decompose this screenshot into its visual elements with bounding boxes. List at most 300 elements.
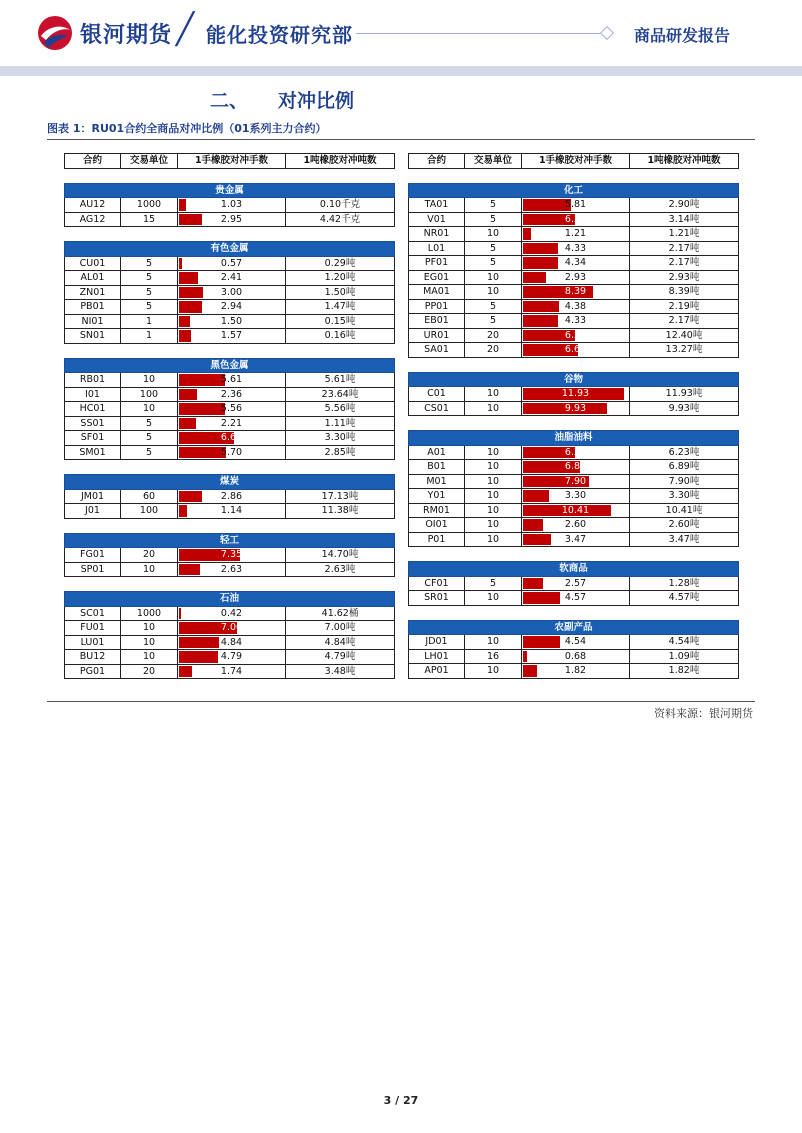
category-label: 黑色金属 xyxy=(65,358,395,373)
table-row xyxy=(409,518,739,533)
category-header xyxy=(409,562,739,577)
page-header xyxy=(0,0,802,66)
contract-code: FU01 xyxy=(65,621,121,636)
table-row xyxy=(409,489,739,504)
hedge-hands-value: 4.79 xyxy=(220,651,243,663)
hedge-tons: 1.82吨 xyxy=(630,664,739,679)
table-row xyxy=(65,314,395,329)
hedge-hands-cell xyxy=(522,227,630,242)
table-row xyxy=(65,198,395,213)
contract-code: LH01 xyxy=(409,649,465,664)
contract-code: SA01 xyxy=(409,343,465,358)
trade-unit: 10 xyxy=(465,503,522,518)
trade-unit: 10 xyxy=(465,270,522,285)
contract-code: AL01 xyxy=(65,271,121,286)
hedge-hands-value: 2.86 xyxy=(220,490,243,502)
trade-unit: 10 xyxy=(121,650,178,665)
hedge-hands-value: 2.63 xyxy=(220,563,243,575)
contract-code: EB01 xyxy=(409,314,465,329)
hedge-hands-value: 1.82 xyxy=(564,665,587,677)
hedge-hands-cell xyxy=(522,285,630,300)
trade-unit: 5 xyxy=(121,285,178,300)
contract-code: SC01 xyxy=(65,606,121,621)
contract-code: RM01 xyxy=(409,503,465,518)
hedge-hands-bar xyxy=(179,447,226,459)
contract-code: RB01 xyxy=(65,373,121,388)
hedge-tons: 1.21吨 xyxy=(630,227,739,242)
trade-unit: 5 xyxy=(121,256,178,271)
hedge-hands-cell xyxy=(178,285,286,300)
figure-bottom-rule xyxy=(47,701,755,702)
col-header-contract: 合约 xyxy=(409,154,465,169)
table-row xyxy=(409,591,739,606)
hedge-hands-bar xyxy=(179,403,225,415)
category-label: 轻工 xyxy=(65,533,395,548)
hedge-tons: 2.17吨 xyxy=(630,241,739,256)
trade-unit: 1000 xyxy=(121,606,178,621)
trade-unit: 100 xyxy=(121,504,178,519)
hedge-hands-cell xyxy=(522,532,630,547)
contract-code: SM01 xyxy=(65,445,121,460)
hedge-tons: 12.40吨 xyxy=(630,328,739,343)
hedge-hands-bar xyxy=(179,199,186,211)
trade-unit: 20 xyxy=(465,328,522,343)
trade-unit: 15 xyxy=(121,212,178,227)
hedge-hands-bar xyxy=(179,389,197,401)
hedge-hands-value: 4.54 xyxy=(564,636,587,648)
hedge-hands-cell xyxy=(178,431,286,446)
hedge-tons: 7.90吨 xyxy=(630,474,739,489)
hedge-hands-cell xyxy=(178,621,286,636)
table-row xyxy=(65,212,395,227)
hedge-tons: 2.17吨 xyxy=(630,314,739,329)
hedge-tons: 4.84吨 xyxy=(286,635,395,650)
table-row xyxy=(409,198,739,213)
table-row xyxy=(409,270,739,285)
trade-unit: 10 xyxy=(121,562,178,577)
category-header xyxy=(65,533,395,548)
table-row xyxy=(409,503,739,518)
hedge-hands-value: 2.21 xyxy=(220,417,243,429)
table-row xyxy=(409,387,739,402)
category-header xyxy=(65,475,395,490)
contract-code: JD01 xyxy=(409,635,465,650)
table-row xyxy=(409,285,739,300)
contract-code: EG01 xyxy=(409,270,465,285)
hedge-tons: 3.48吨 xyxy=(286,664,395,679)
hedge-tons: 9.93吨 xyxy=(630,401,739,416)
hedge-tons: 1.11吨 xyxy=(286,416,395,431)
hedge-tons: 2.60吨 xyxy=(630,518,739,533)
category-header xyxy=(409,620,739,635)
hedge-hands-bar xyxy=(523,301,559,313)
category-header xyxy=(409,183,739,198)
trade-unit: 10 xyxy=(465,591,522,606)
table-row xyxy=(65,256,395,271)
hedge-hands-cell xyxy=(178,504,286,519)
category-group xyxy=(408,620,739,679)
hedge-hands-value: 5.61 xyxy=(220,374,243,386)
trade-unit: 5 xyxy=(121,271,178,286)
hedge-hands-bar xyxy=(179,316,190,328)
hedge-hands-value: 6.61 xyxy=(220,432,243,444)
hedge-hands-bar xyxy=(523,519,543,531)
hedge-hands-value: 7.90 xyxy=(564,475,587,487)
hedge-hands-value: 1.57 xyxy=(220,330,243,342)
hedge-tons: 7.00吨 xyxy=(286,621,395,636)
hedge-hands-value: 1.21 xyxy=(564,228,587,240)
hedge-hands-cell xyxy=(522,401,630,416)
trade-unit: 20 xyxy=(121,664,178,679)
page-number: 3 / 27 xyxy=(383,1094,419,1107)
hedge-tons: 3.14吨 xyxy=(630,212,739,227)
hedge-hands-cell xyxy=(178,489,286,504)
contract-code: CF01 xyxy=(409,576,465,591)
hedge-hands-cell xyxy=(522,299,630,314)
trade-unit: 20 xyxy=(465,343,522,358)
trade-unit: 5 xyxy=(121,416,178,431)
hedge-hands-value: 6.89 xyxy=(564,461,587,473)
table-row xyxy=(409,227,739,242)
hedge-tons: 2.17吨 xyxy=(630,256,739,271)
contract-code: C01 xyxy=(409,387,465,402)
hedge-tons: 3.30吨 xyxy=(286,431,395,446)
hedge-tons: 5.56吨 xyxy=(286,402,395,417)
company-name: 银河期货 xyxy=(80,23,173,48)
header-divider: ╱ xyxy=(176,12,195,47)
hedge-hands-value: 9.93 xyxy=(564,402,587,414)
category-group xyxy=(408,430,739,547)
hedge-hands-cell xyxy=(522,445,630,460)
hedge-tons: 1.09吨 xyxy=(630,649,739,664)
hedge-hands-bar xyxy=(523,490,549,502)
section-title xyxy=(210,86,354,113)
hedge-tons: 3.47吨 xyxy=(630,532,739,547)
hedge-table-left xyxy=(64,153,394,679)
contract-code: SF01 xyxy=(65,431,121,446)
hedge-hands-cell xyxy=(522,576,630,591)
hedge-tons: 0.29吨 xyxy=(286,256,395,271)
hedge-hands-cell xyxy=(178,212,286,227)
contract-code: UR01 xyxy=(409,328,465,343)
col-header-unit: 交易单位 xyxy=(465,154,522,169)
hedge-hands-bar xyxy=(179,637,219,649)
trade-unit: 16 xyxy=(465,649,522,664)
hedge-hands-cell xyxy=(178,664,286,679)
category-label: 谷物 xyxy=(409,372,739,387)
table-header-left xyxy=(64,153,395,169)
hedge-hands-value: 5.56 xyxy=(220,403,243,415)
contract-code: SN01 xyxy=(65,329,121,344)
hedge-tons: 0.15吨 xyxy=(286,314,395,329)
hedge-tons: 41.62桶 xyxy=(286,606,395,621)
hedge-hands-value: 5.70 xyxy=(220,446,243,458)
hedge-hands-cell xyxy=(522,343,630,358)
table-row xyxy=(65,664,395,679)
hedge-hands-bar xyxy=(523,636,560,648)
hedge-tons: 1.28吨 xyxy=(630,576,739,591)
hedge-hands-bar xyxy=(179,564,200,576)
header-band xyxy=(0,66,802,76)
hedge-hands-value: 2.95 xyxy=(220,213,243,225)
col-header-contract: 合约 xyxy=(65,154,121,169)
hedge-hands-cell xyxy=(522,314,630,329)
trade-unit: 5 xyxy=(465,241,522,256)
hedge-tons: 13.27吨 xyxy=(630,343,739,358)
trade-unit: 5 xyxy=(465,256,522,271)
table-row xyxy=(65,285,395,300)
trade-unit: 10 xyxy=(121,621,178,636)
hedge-hands-bar xyxy=(179,666,192,678)
category-label: 贵金属 xyxy=(65,183,395,198)
category-label: 化工 xyxy=(409,183,739,198)
trade-unit: 10 xyxy=(121,402,178,417)
trade-unit: 10 xyxy=(465,285,522,300)
right-groups xyxy=(408,183,738,679)
hedge-hands-bar xyxy=(523,592,560,604)
hedge-tons: 23.64吨 xyxy=(286,387,395,402)
table-row xyxy=(65,387,395,402)
contract-code: PF01 xyxy=(409,256,465,271)
department-name: 能化投资研究部 xyxy=(206,23,353,47)
trade-unit: 100 xyxy=(121,387,178,402)
hedge-hands-cell xyxy=(522,270,630,285)
table-row xyxy=(409,460,739,475)
hedge-tons: 6.89吨 xyxy=(630,460,739,475)
hedge-hands-value: 1.14 xyxy=(220,505,243,517)
hedge-hands-bar xyxy=(179,608,181,620)
category-group xyxy=(64,533,395,578)
category-label: 石油 xyxy=(65,592,395,607)
hedge-hands-value: 4.38 xyxy=(564,300,587,312)
hedge-tons: 2.90吨 xyxy=(630,198,739,213)
table-row xyxy=(65,300,395,315)
contract-code: HC01 xyxy=(65,402,121,417)
hedge-hands-cell xyxy=(178,314,286,329)
hedge-hands-cell xyxy=(178,198,286,213)
hedge-hands-bar xyxy=(523,315,558,327)
contract-code: OI01 xyxy=(409,518,465,533)
hedge-hands-cell xyxy=(178,387,286,402)
hedge-hands-cell xyxy=(522,518,630,533)
hedge-tons: 11.38吨 xyxy=(286,504,395,519)
table-row xyxy=(65,431,395,446)
category-group xyxy=(408,183,739,358)
col-header-tons: 1吨橡胶对冲吨数 xyxy=(630,154,739,169)
hedge-hands-value: 1.74 xyxy=(220,665,243,677)
contract-code: B01 xyxy=(409,460,465,475)
hedge-hands-cell xyxy=(178,445,286,460)
hedge-hands-bar xyxy=(179,258,182,270)
category-group xyxy=(64,183,395,228)
table-row xyxy=(65,504,395,519)
hedge-tons: 8.39吨 xyxy=(630,285,739,300)
hedge-hands-bar xyxy=(523,228,531,240)
trade-unit: 5 xyxy=(465,299,522,314)
hedge-hands-bar xyxy=(179,301,202,313)
hedge-tons: 4.54吨 xyxy=(630,635,739,650)
table-row xyxy=(409,212,739,227)
hedge-hands-cell xyxy=(522,212,630,227)
category-group xyxy=(64,591,395,679)
hedge-hands-cell xyxy=(522,649,630,664)
hedge-tons: 5.61吨 xyxy=(286,373,395,388)
category-label: 油脂油料 xyxy=(409,431,739,446)
trade-unit: 5 xyxy=(121,431,178,446)
contract-code: Y01 xyxy=(409,489,465,504)
category-group xyxy=(408,372,739,417)
trade-unit: 5 xyxy=(121,445,178,460)
hedge-hands-value: 2.36 xyxy=(220,388,243,400)
contract-code: P01 xyxy=(409,532,465,547)
trade-unit: 10 xyxy=(465,635,522,650)
hedge-hands-value: 4.84 xyxy=(220,636,243,648)
hedge-hands-value: 10.41 xyxy=(561,504,590,516)
hedge-hands-cell xyxy=(522,635,630,650)
trade-unit: 10 xyxy=(465,445,522,460)
hedge-hands-bar xyxy=(523,665,537,677)
category-label: 软商品 xyxy=(409,562,739,577)
category-header xyxy=(409,372,739,387)
hedge-hands-cell xyxy=(178,548,286,563)
hedge-hands-value: 4.33 xyxy=(564,315,587,327)
source-note: 资料来源：银河期货 xyxy=(654,707,753,720)
hedge-hands-value: 7.35 xyxy=(220,549,243,561)
table-row xyxy=(409,649,739,664)
hedge-hands-cell xyxy=(178,606,286,621)
hedge-hands-value: 4.33 xyxy=(564,242,587,254)
hedge-tons: 1.50吨 xyxy=(286,285,395,300)
diamond-icon xyxy=(600,26,614,40)
section-number: 二、 xyxy=(210,90,249,112)
hedge-hands-value: 2.41 xyxy=(220,272,243,284)
trade-unit: 1 xyxy=(121,329,178,344)
contract-code: SR01 xyxy=(409,591,465,606)
hedge-hands-cell xyxy=(522,256,630,271)
hedge-tons: 0.16吨 xyxy=(286,329,395,344)
trade-unit: 5 xyxy=(465,198,522,213)
table-row xyxy=(409,664,739,679)
hedge-hands-value: 8.39 xyxy=(564,286,587,298)
hedge-hands-cell xyxy=(178,416,286,431)
contract-code: A01 xyxy=(409,445,465,460)
category-group xyxy=(64,358,395,461)
hedge-hands-cell xyxy=(178,373,286,388)
header-rule xyxy=(356,33,606,34)
table-row xyxy=(65,635,395,650)
hedge-hands-cell xyxy=(178,562,286,577)
hedge-hands-value: 3.47 xyxy=(564,533,587,545)
table-row xyxy=(65,445,395,460)
table-row xyxy=(409,343,739,358)
hedge-hands-cell xyxy=(178,402,286,417)
hedge-hands-value: 5.81 xyxy=(564,199,587,211)
trade-unit: 10 xyxy=(121,635,178,650)
hedge-hands-cell xyxy=(522,198,630,213)
left-groups xyxy=(64,183,394,680)
contract-code: FG01 xyxy=(65,548,121,563)
table-row xyxy=(65,271,395,286)
hedge-hands-bar xyxy=(523,272,546,284)
col-header-unit: 交易单位 xyxy=(121,154,178,169)
trade-unit: 10 xyxy=(465,489,522,504)
table-row xyxy=(65,402,395,417)
table-row xyxy=(65,562,395,577)
trade-unit: 1 xyxy=(121,314,178,329)
contract-code: M01 xyxy=(409,474,465,489)
table-row xyxy=(409,299,739,314)
contract-code: SP01 xyxy=(65,562,121,577)
col-header-hands: 1手橡胶对冲手数 xyxy=(178,154,286,169)
col-header-tons: 1吨橡胶对冲吨数 xyxy=(286,154,395,169)
hedge-hands-cell xyxy=(522,474,630,489)
hedge-hands-value: 6.63 xyxy=(564,344,587,356)
table-row xyxy=(65,650,395,665)
hedge-tons: 2.85吨 xyxy=(286,445,395,460)
hedge-hands-bar xyxy=(179,214,202,226)
hedge-tons: 0.10千克 xyxy=(286,198,395,213)
hedge-hands-value: 3.00 xyxy=(220,286,243,298)
hedge-tons: 14.70吨 xyxy=(286,548,395,563)
contract-code: CU01 xyxy=(65,256,121,271)
hedge-hands-value: 4.34 xyxy=(564,257,587,269)
category-group xyxy=(64,474,395,519)
hedge-hands-cell xyxy=(178,271,286,286)
hedge-hands-bar xyxy=(523,534,551,546)
hedge-hands-value: 6.20 xyxy=(564,329,587,341)
category-header xyxy=(65,242,395,257)
hedge-hands-value: 11.93 xyxy=(561,388,590,400)
contract-code: V01 xyxy=(409,212,465,227)
hedge-hands-bar xyxy=(179,287,203,299)
trade-unit: 10 xyxy=(465,401,522,416)
table-row xyxy=(65,489,395,504)
hedge-hands-value: 6.23 xyxy=(564,446,587,458)
contract-code: SS01 xyxy=(65,416,121,431)
contract-code: BU12 xyxy=(65,650,121,665)
report-type: 商品研发报告 xyxy=(634,26,731,45)
contract-code: ZN01 xyxy=(65,285,121,300)
trade-unit: 10 xyxy=(465,460,522,475)
hedge-hands-cell xyxy=(178,256,286,271)
figure-caption: 图表 1：RU01合约全商品对冲比例（01系列主力合约） xyxy=(47,122,327,135)
category-group xyxy=(64,241,395,344)
hedge-hands-bar xyxy=(179,418,196,430)
contract-code: AU12 xyxy=(65,198,121,213)
hedge-hands-value: 7.00 xyxy=(220,622,243,634)
table-row xyxy=(409,576,739,591)
contract-code: TA01 xyxy=(409,198,465,213)
section-title-text: 对冲比例 xyxy=(278,90,355,112)
hedge-hands-bar xyxy=(523,199,571,211)
hedge-tons: 4.57吨 xyxy=(630,591,739,606)
contract-code: NR01 xyxy=(409,227,465,242)
col-header-hands: 1手橡胶对冲手数 xyxy=(522,154,630,169)
hedge-hands-value: 2.94 xyxy=(220,301,243,313)
trade-unit: 5 xyxy=(465,576,522,591)
hedge-tons: 17.13吨 xyxy=(286,489,395,504)
trade-unit: 10 xyxy=(121,373,178,388)
hedge-hands-value: 6.28 xyxy=(564,213,587,225)
hedge-hands-bar xyxy=(179,505,187,517)
contract-code: JM01 xyxy=(65,489,121,504)
hedge-hands-value: 2.57 xyxy=(564,577,587,589)
hedge-hands-value: 1.03 xyxy=(220,199,243,211)
table-row xyxy=(409,328,739,343)
hedge-tons: 2.93吨 xyxy=(630,270,739,285)
trade-unit: 1000 xyxy=(121,198,178,213)
trade-unit: 60 xyxy=(121,489,178,504)
